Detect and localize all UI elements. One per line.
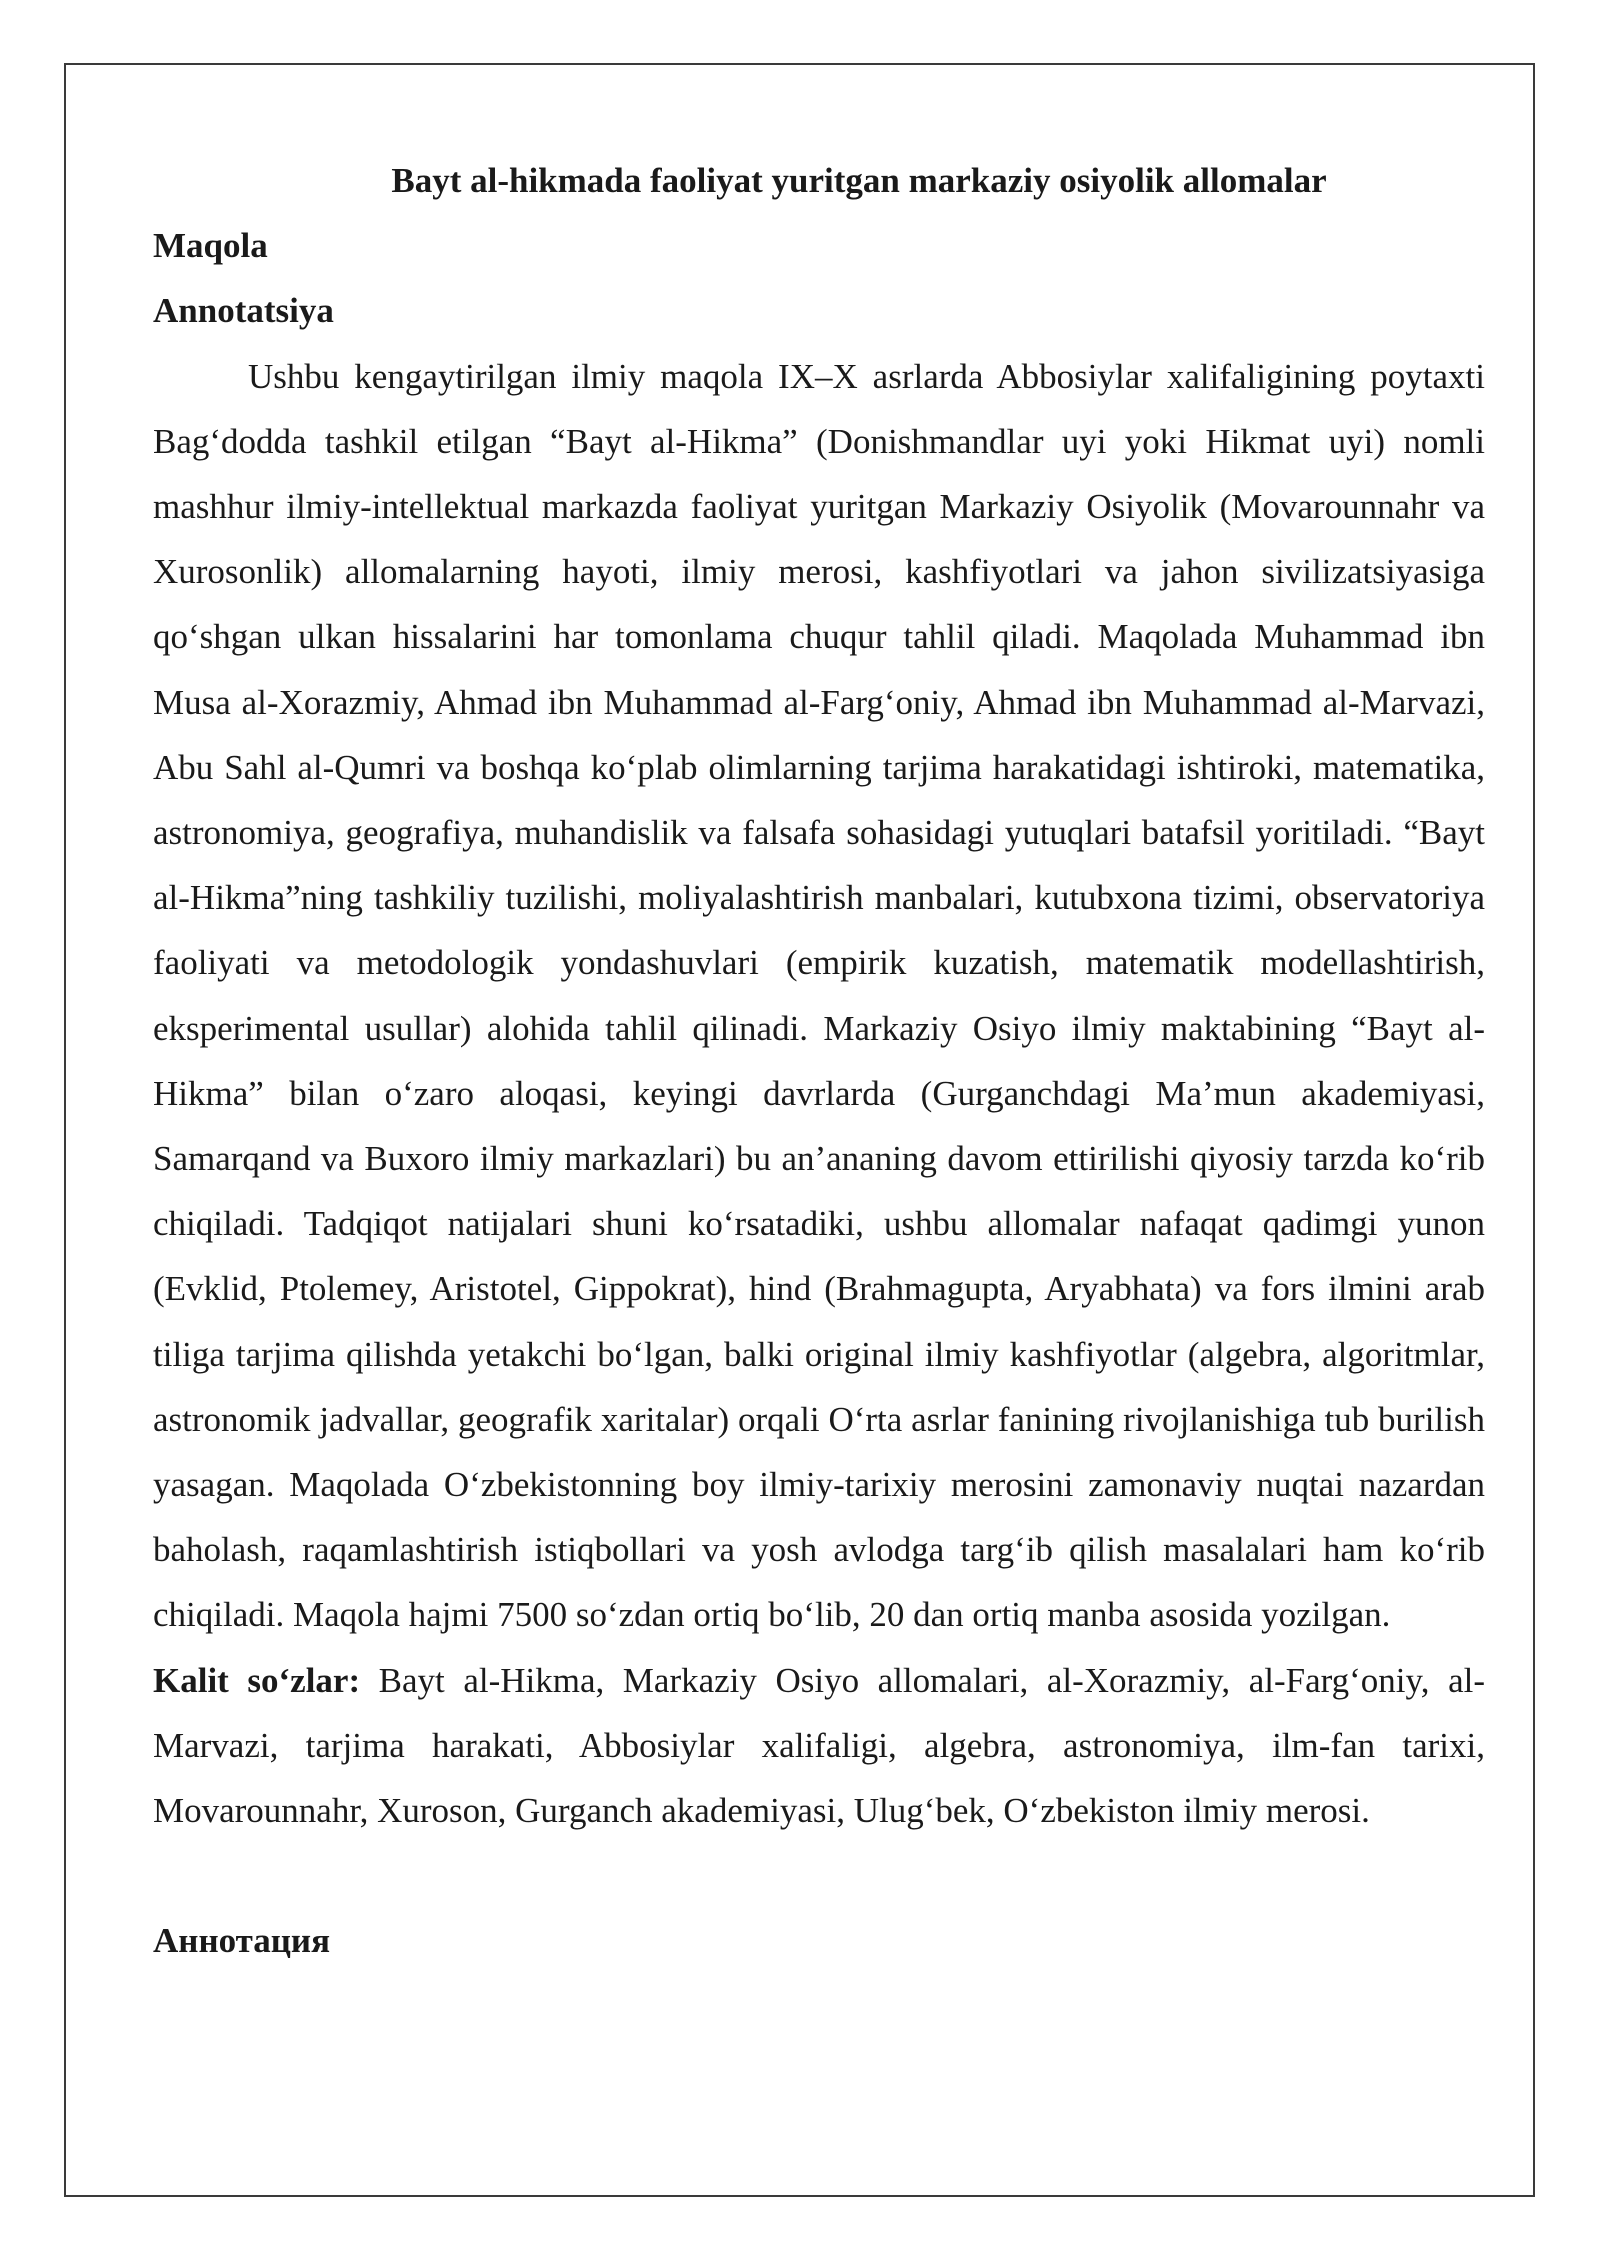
document-body — [153, 148, 1485, 1973]
document-title: Bayt al-hikmada faoliyat yuritgan markaziy osiyolik allomalar — [391, 161, 1327, 200]
keywords-paragraph — [153, 1648, 1485, 1844]
annotation-paragraph: Ushbu kengaytirilgan ilmiy maqola IX–X asrlarda Abbosiylar xalifaligining poytaxti Bag‘dodda tashkil etilgan “Bayt al-Hikma” (Donishmandlar uyi yoki Hikmat uyi) nomli mashhur ilmiy-intellektual markazda faoliyat yuritgan Markaziy Osiyolik (Movarounnahr va Xurosonlik) allomalarning hayoti, ilmiy merosi, kashfiyotlari va jahon sivilizatsiyasiga qo‘shgan ulkan hissalarini har tomonlama chuqur tahlil qiladi. Maqolada Muhammad ibn Musa al-Xorazmiy, Ahmad ibn Muhammad al-Farg‘oniy, Ahmad ibn Muhammad al-Marvazi, Abu Sahl al-Qumri va boshqa ko‘plab olimlarning tarjima harakatidagi ishtiroki, matematika, astronomiya, geografiya, muhandislik va falsafa sohasidagi yutuqlari batafsil yoritiladi. “Bayt al-Hikma”ning tashkiliy tuzilishi, moliyalashtirish manbalari, kutubxona tizimi, observatoriya faoliyati va metodologik yondashuvlari (empirik kuzatish, matematik modellashtirish, eksperimental usullar) alohida tahlil qilinadi. Markaziy Osiyo ilmiy maktabining “Bayt al-Hikma” bilan o‘zaro aloqasi, keyingi davrlarda (Gurganchdagi Ma’mun akademiyasi, Samarqand va Buxoro ilmiy markazlari) bu an’ananing davom ettirilishi qiyosiy tarzda ko‘rib chiqiladi. Tadqiqot natijalari shuni ko‘rsatadiki, ushbu allomalar nafaqat qadimgi yunon (Evklid, Ptolemey, Aristotel, Gippokrat), hind (Brahmagupta, Aryabhata) va fors ilmini arab tiliga tarjima qilishda yetakchi bo‘lgan, balki original ilmiy kashfiyotlar (algebra, algoritmlar, astronomik jadvallar, geografik xaritalar) orqali O‘rta asrlar fanining rivojlanishiga tub burilish yasagan. Maqolada O‘zbekistonning boy ilmiy-tarixiy merosini zamonaviy nuqtai nazardan baholash, raqamlashtirish istiqbollari va yosh avlodga targ‘ib qilish masalalari ham ko‘rib chiqiladi. Maqola hajmi 7500 so‘zdan ortiq bo‘lib, 20 dan ortiq manba asosida yozilgan. — [153, 356, 1485, 1635]
section-spacer — [153, 1843, 1485, 1908]
russian-annotation-heading: Аннотация — [153, 1921, 331, 1961]
keywords-list: Bayt al-Hikma, Markaziy Osiyo allomalari, al-Xorazmiy, al-Farg‘oniy, al-Marvazi, tarjima harakati, Abbosiylar xalifaligi, algebra, astronomiya, ilm-fan tarixi, Movarounnahr, Xuroson, Gurganch akademiyasi, Ulug‘bek, O‘zbekiston ilmiy merosi. — [153, 1660, 1485, 1831]
article-type-label: Maqola — [153, 226, 268, 266]
annotation-heading: Annotatsiya — [153, 291, 334, 331]
keywords-label: Kalit so‘zlar: — [153, 1660, 361, 1700]
